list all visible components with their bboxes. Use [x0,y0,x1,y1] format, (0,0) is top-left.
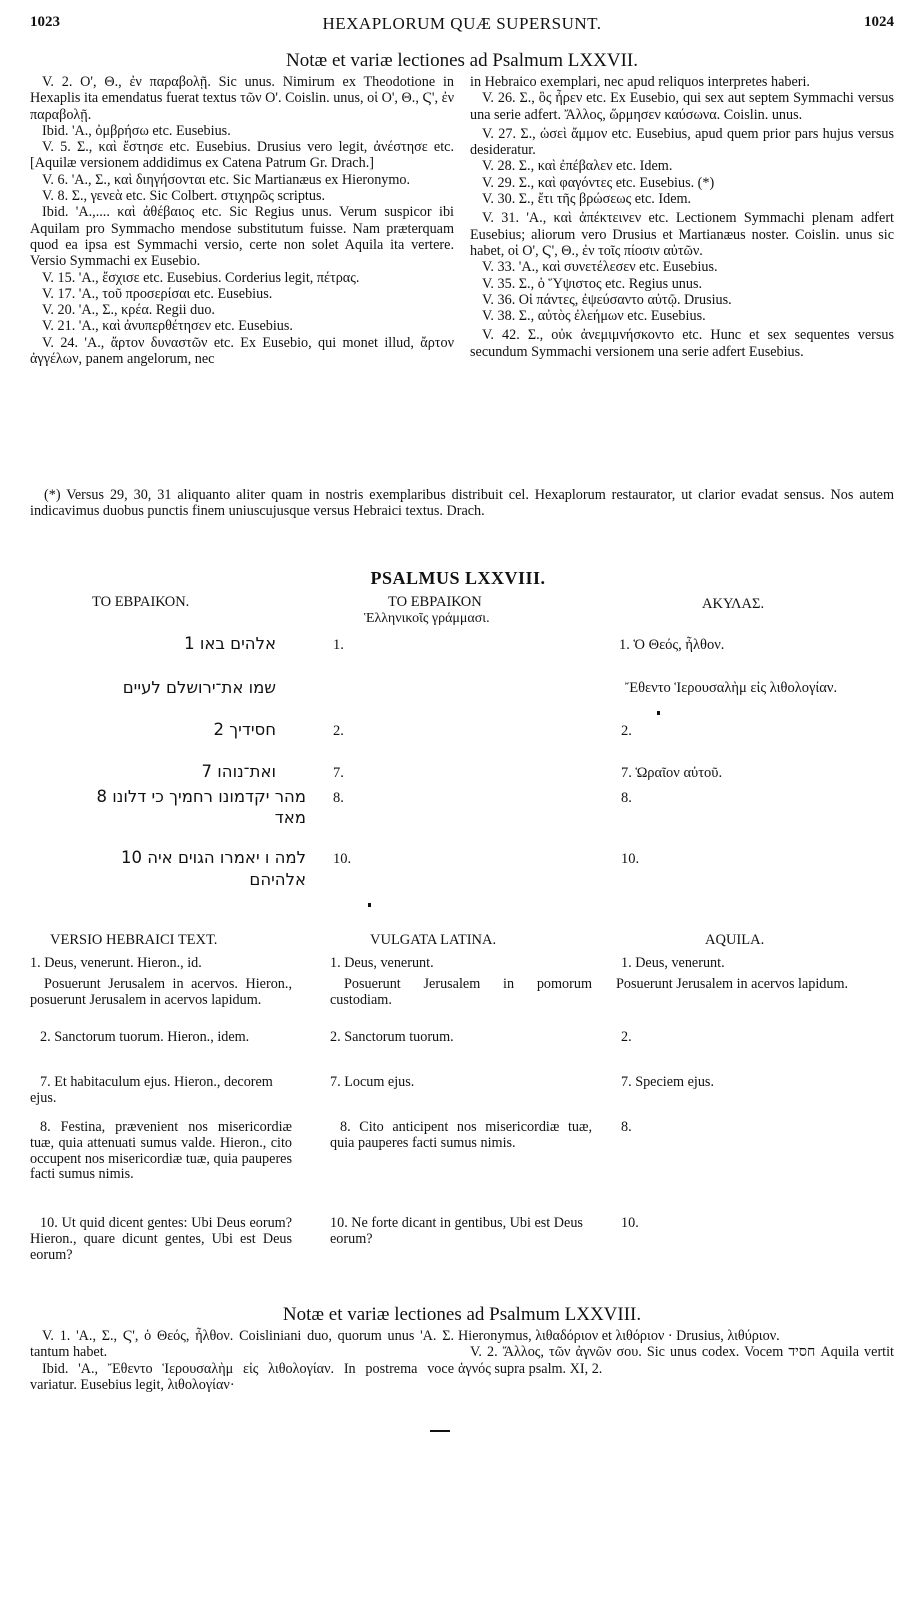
hebrew-line: שמו את־ירושלם לעיים [122,678,276,697]
note-paragraph: V. 33. 'A., καὶ συνετέλεσεν etc. Eusebius. [482,259,718,276]
running-title: HEXAPLORUM QUÆ SUPERSUNT. [322,14,602,33]
hebrew-line-continued: אלהיהם [249,870,306,889]
end-rule [430,1430,450,1432]
aquila-greek-line: 8. [621,790,632,806]
note-paragraph: V. 1. 'A., Σ., Ϛ', ὁ Θεός, ἦλθον. Coisliniani duo, quorum unus 'A. Σ. tantum habet. [30,1328,454,1361]
hebrew-line: מהר יקדמונו רחמיך כי דלונו 8 [96,787,306,806]
column-head-versio: VERSIO HEBRAICI TEXT. [50,932,218,948]
note-paragraph: V. 29. Σ., καὶ φαγόντες etc. Eusebius. (*) [482,174,715,191]
note-paragraph: V. 2. Ἄλλος, τῶν ἀγνῶν σου. Sic unus codex. Vocem חסיד Aquila vertit ἁγνός supra psalm. XI, 2. [458,1344,894,1377]
note-paragraph: V. 28. Σ., καὶ ἐπέβαλεν etc. Idem. [482,158,673,175]
vulgata-cell: 2. Sanctorum tuorum. [330,1029,454,1045]
verse-number: 1. [333,637,344,653]
verse-number: 7. [333,765,344,781]
aquila-latin-cell: 7. Speciem ejus. [621,1074,714,1090]
hebrew-line: למה ו יאמרו הגוים איה 10 [120,848,306,867]
page-number-right: 1024 [864,14,894,30]
note-paragraph: V. 42. Σ., οὐκ ἀνεμιμνήσκοντο etc. Hunc et sex sequentes versus secundum Symmachi versionem una serie adfert Eusebius. [470,327,894,360]
aquila-latin-cell: Posuerunt Jerusalem in acervos lapidum. [616,976,849,992]
vulgata-cell: Posuerunt Jerusalem in pomorum custodiam. [330,976,592,1008]
psalm-title: PSALMUS LXXVIII. [370,568,546,588]
verse-number: 2. [333,723,344,739]
note-paragraph: V. 21. 'A., καὶ ἀνυπερθέτησεν etc. Eusebius. [42,318,293,335]
versio-cell: 8. Festina, prævenient nos misericordiæ tuæ, quia attenuati sumus valde. Hieron., cito occupent nos misericordiæ tuæ, quia pauperes facti sumus nimis. [30,1119,292,1183]
note-paragraph: Ibid. 'A., ὀμβρήσω etc. Eusebius. [42,122,231,139]
column-head-aquila-latin: AQUILA. [705,932,765,948]
hebrew-line-continued: מאד [274,808,306,827]
aquila-latin-cell: 2. [621,1029,632,1045]
note-paragraph: Ibid. 'A., Ἔθεντο Ἱερουσαλὴμ εἰς λιθολογίαν. In postrema voce variatur. Eusebius legit, λιθολογίαν· [30,1360,454,1393]
notes-77-left-column [30,74,454,367]
column-head-transliteration: ΤΟ ΕΒΡΑΙΚΟΝ [388,594,482,610]
aquila-greek-line: 10. [621,851,640,867]
note-paragraph: Ibid. 'A.,.... καὶ ἀθέβαιος etc. Sic Regius unus. Verum suspicor ibi Aquilam pro Symmacho mendose substitutum fuisse. Nam præterquam quod ea ipsa est Symmachi versio, certe non solet Aquila ita vertere. Versio Symmachi ex Eusebio. [30,204,454,270]
note-paragraph: V. 17. 'A., τοῦ προσερίσαι etc. Eusebius. [42,285,273,302]
note-paragraph: V. 2. Ο', Θ., ἐν παραβολῇ. Sic unus. Nimirum ex Theodotione in Hexaplis ita emendatus fuerat textus τῶν Ο'. Coislin. unus, οἱ Ο', Θ., Ϛ', ἐν παραβολῇ. [30,74,454,123]
note-paragraph: Hieronymus, λιθαδόριον et λιθόριον · Drusius, λιθύριον. [458,1328,780,1344]
note-paragraph: V. 6. 'A., Σ., καὶ διηγήσονται etc. Sic Martianæus ex Hieronymo. [42,171,411,188]
aquila-latin-cell: 10. [621,1215,639,1231]
column-subhead-transliteration: Ἑλληνικοῖς γράμμασι. [364,611,490,626]
note-paragraph: in Hebraico exemplari, nec apud reliquos interpretes haberi. [470,74,810,90]
note-paragraph: V. 8. Σ., γενεὰ etc. Sic Colbert. στιχηρῶς scriptus. [42,188,326,205]
note-paragraph: V. 31. 'A., καὶ ἀπέκτεινεν etc. Lectionem Symmachi plenam adfert Eusebius; aliorum vero Drusius et Martianæus noster. Coislin. unus sic habet, οἱ Ο', Ϛ', Θ., ἐν τοῖς πίοσιν αὐτῶν. [470,210,894,259]
running-header [30,14,894,38]
column-head-aquila: ΑΚΥΛΑΣ. [702,596,765,612]
versio-cell: 1. Deus, venerunt. Hieron., id. [30,955,202,971]
ink-dot [368,903,371,907]
versio-cell: 7. Et habitaculum ejus. Hieron., decorem ejus. [30,1074,273,1106]
column-head-hebrew: ΤΟ ΕΒΡΑΙΚΟΝ. [92,594,190,610]
note-paragraph: V. 27. Σ., ὡσεὶ ἄμμον etc. Eusebius, apud quem prior pars hujus versus desideratur. [470,125,894,159]
vulgata-cell: 8. Cito anticipent nos misericordiæ tuæ, quia pauperes facti sumus nimis. [330,1119,592,1151]
aquila-latin-cell: 1. Deus, venerunt. [621,955,725,971]
aquila-greek-line: 2. [621,723,632,739]
versio-cell: 10. Ut quid dicent gentes: Ubi Deus eorum? Hieron., quare dicunt gentes, Ubi est Deus eorum? [30,1215,292,1263]
notes-77-right-column [470,74,894,360]
versio-cell: Posuerunt Jerusalem in acervos. Hieron., posuerunt Jerusalem in acervos lapidum. [30,976,292,1008]
note-paragraph: V. 24. 'A., ἄρτον δυναστῶν etc. Ex Eusebio, qui monet illud, ἄρτον ἀγγέλων, panem angelorum, nec [30,334,454,368]
versio-cell: 2. Sanctorum tuorum. Hieron., idem. [40,1029,250,1045]
aquila-greek-line: 1. Ὁ Θεός, ἦλθον. [619,637,725,653]
vulgata-cell: 7. Locum ejus. [330,1074,415,1090]
column-head-vulgata: VULGATA LATINA. [370,932,497,948]
aquila-greek-line: 7. Ὡραῖον αὐτοῦ. [621,765,723,781]
aquila-latin-cell: 8. [621,1119,632,1135]
notes-78-right-column [458,1328,894,1377]
page-number-left: 1023 [30,14,60,30]
notes-77-title: Notæ et variæ lectiones ad Psalmum LXXVII. [286,50,638,71]
vulgata-cell: 10. Ne forte dicant in gentibus, Ubi est Deus eorum? [330,1215,583,1247]
note-paragraph: V. 35. Σ., ὁ Ὕψιστος etc. Regius unus. [482,275,703,292]
note-paragraph: V. 15. 'A., ἔσχισε etc. Eusebius. Corderius legit, πέτρας. [42,269,360,286]
verse-number: 8. [333,790,344,806]
note-paragraph: V. 5. Σ., καὶ ἔστησε etc. Eusebius. Drusius vero legit, ἀνέστησε etc. [Aquilæ versionem addidimus ex Catena Patrum Gr. Drach.] [30,139,454,172]
notes-78-title: Notæ et variæ lectiones ad Psalmum LXXVIII. [282,1304,642,1325]
note-paragraph: V. 26. Σ., ὃς ἦρεν etc. Ex Eusebio, qui sex aut septem Symmachi versus una serie adfert. Ἄλλος, ὥρμησεν καύσωνα. Coislin. unus. [470,90,894,123]
note-paragraph: V. 30. Σ., ἔτι τῆς βρώσεως etc. Idem. [482,191,692,208]
note-paragraph: V. 20. 'A., Σ., κρέα. Regii duo. [42,302,215,319]
ink-dot [657,711,660,715]
aquila-greek-line: Ἔθεντο Ἱερουσαλὴμ εἰς λιθολογίαν. [625,680,838,696]
verse-number: 10. [333,851,352,867]
notes-78-left-column [30,1328,454,1393]
note-paragraph: V. 36. Οἱ πάντες, ἐψεύσαντο αὐτῷ. Drusius. [482,291,732,308]
footnote: (*) Versus 29, 30, 31 aliquanto aliter quam in nostris exemplaribus distribuit cel. Hexaplorum restaurator, ut clarior evadat sensus. Nos autem indicavimus duobus punctis finem uniuscujusque versus Hebraici textus. Drach. [30,487,894,520]
hebrew-line: חסידיך 2 [213,720,276,739]
hebrew-line: אלהים באו 1 [184,634,276,653]
vulgata-cell: 1. Deus, venerunt. [330,955,434,971]
note-paragraph: V. 38. Σ., αὐτὸς ἐλεήμων etc. Eusebius. [482,308,706,325]
hebrew-line: ואת־נוהו 7 [201,762,276,781]
